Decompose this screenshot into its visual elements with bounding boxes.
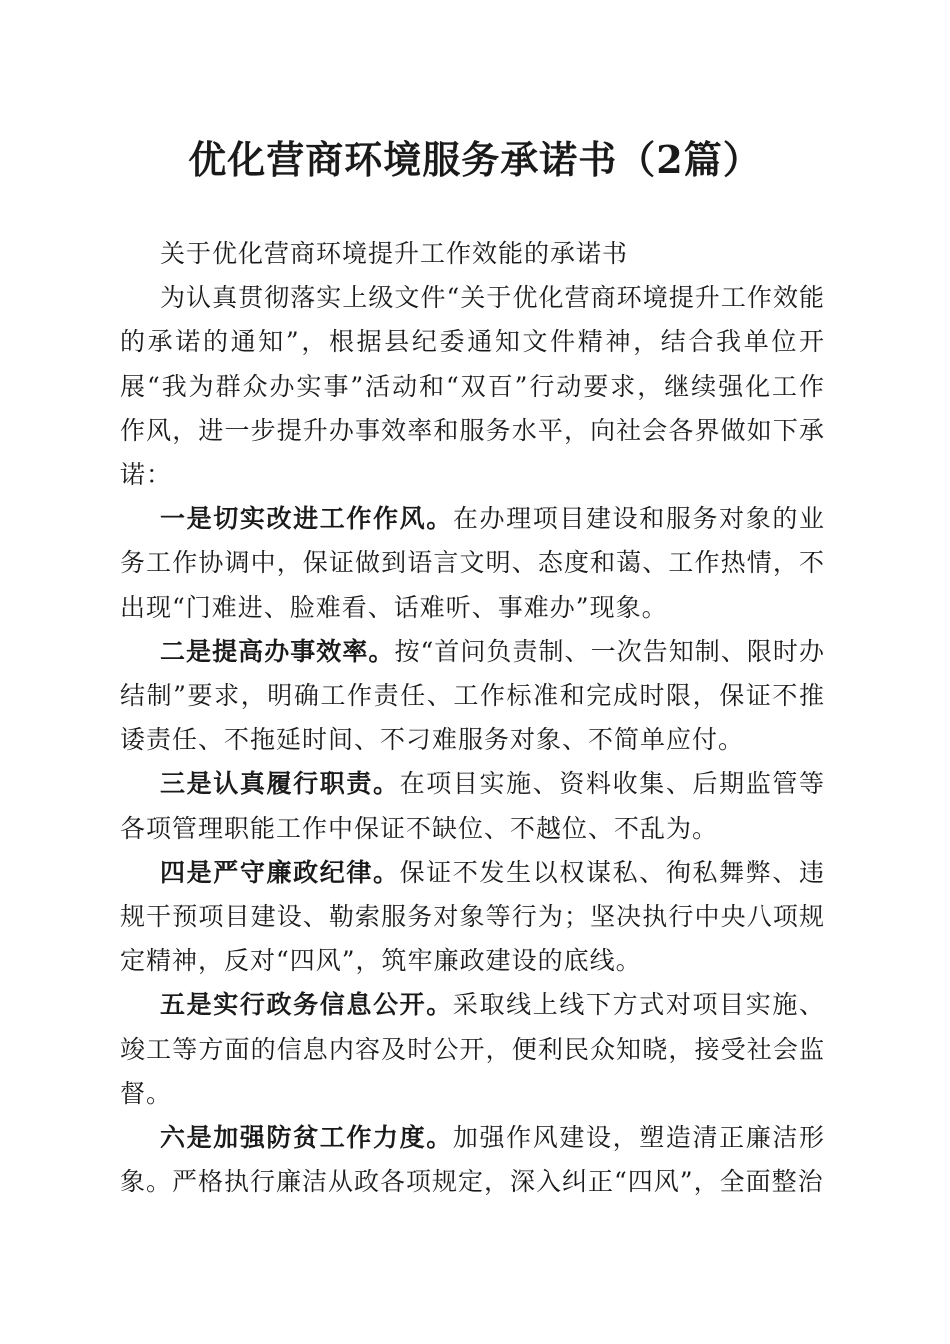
commitment-heading: 六是加强防贫工作力度。	[160, 1123, 453, 1153]
commitment-paragraph	[120, 1116, 825, 1204]
commitment-paragraph	[120, 762, 825, 850]
intro-paragraph: 为认真贯彻落实上级文件“关于优化营商环境提升工作效能的承诺的通知”，根据县纪委通知文件精神，结合我单位开展“我为群众办实事”活动和“双百”行动要求，继续强化工作作风，进一步提升办事效率和服务水平，向社会各界做如下承诺：	[120, 283, 825, 490]
commitment-text: 在办理项目建设和服务对象的业务工作协调中，保证做到语言文明、态度和蔼、工作热情，不出现“门难进、脸难看、话难听、事难办”现象。	[120, 504, 825, 622]
commitment-text: 保证不发生以权谋私、徇私舞弊、违规干预项目建设、勒索服务对象等行为；坚决执行中央八项规定精神，反对“四风”，筑牢廉政建设的底线。	[120, 857, 825, 976]
letter-subtitle: 关于优化营商环境提升工作效能的承诺书	[160, 239, 629, 268]
commitment-heading: 一是切实改进工作作风。	[160, 504, 453, 534]
commitment-heading: 三是认真履行职责。	[160, 769, 400, 799]
commitment-text: 采取线上线下方式对项目实施、竣工等方面的信息内容及时公开，便利民众知晓，接受社会监督。	[120, 990, 825, 1108]
commitment-heading: 五是实行政务信息公开。	[160, 990, 453, 1020]
commitment-text: 加强作风建设，塑造清正廉洁形象。严格执行廉洁从政各项规定，深入纠正“四风”，全面整治	[120, 1123, 825, 1197]
commitment-heading: 四是严守廉政纪律。	[160, 857, 400, 887]
commitment-paragraph	[120, 851, 825, 984]
commitment-paragraph	[120, 983, 825, 1116]
document-title: 优化营商环境服务承诺书（2篇）	[188, 137, 762, 182]
commitment-text: 按“首问负责制、一次告知制、限时办结制”要求，明确工作责任、工作标准和完成时限，保证不推诿责任、不拖延时间、不刁难服务对象、不简单应付。	[120, 636, 825, 755]
document-body	[120, 232, 825, 1204]
commitment-text: 在项目实施、资料收集、后期监管等各项管理职能工作中保证不缺位、不越位、不乱为。	[120, 769, 825, 843]
commitment-paragraph	[120, 497, 825, 630]
commitment-heading: 二是提高办事效率。	[160, 636, 395, 666]
commitment-paragraph	[120, 630, 825, 763]
